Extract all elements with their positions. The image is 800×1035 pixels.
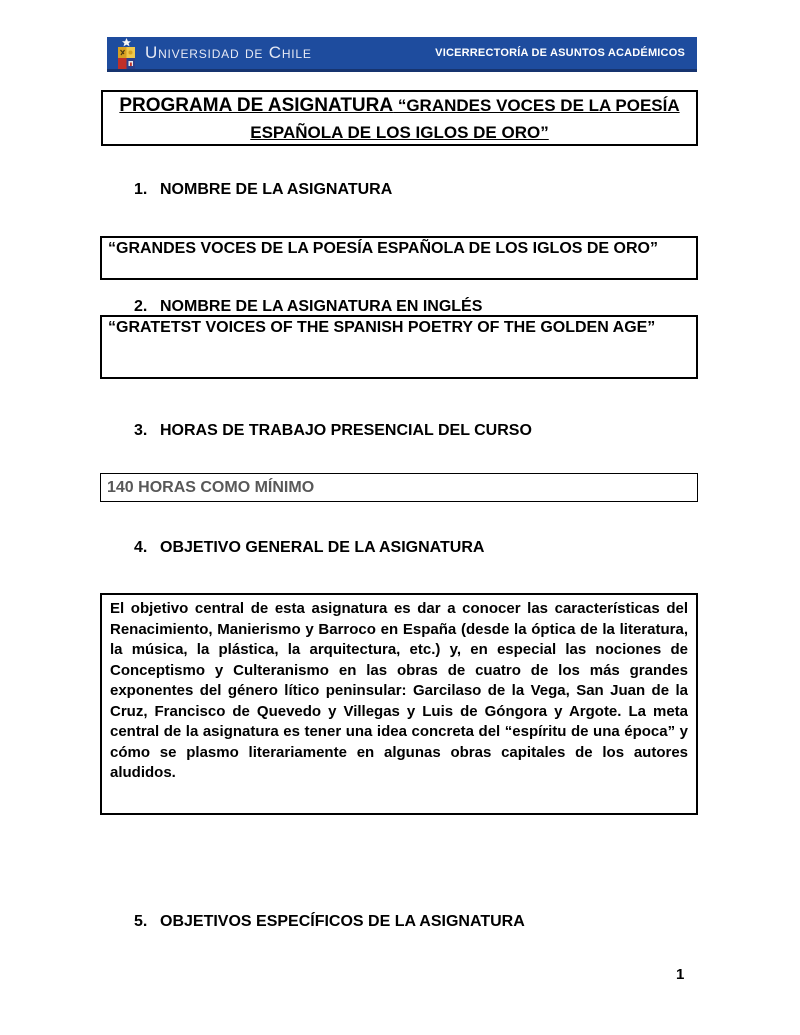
section-4-title: OBJETIVO GENERAL DE LA ASIGNATURA (160, 539, 485, 556)
section-4-heading (134, 539, 484, 557)
section-2-number: 2. (134, 298, 148, 315)
section-4-number: 4. (134, 539, 148, 556)
section-1-title: NOMBRE DE LA ASIGNATURA (160, 181, 393, 198)
document-title-quote-end: ESPAÑOLA DE LOS IGLOS DE ORO” (250, 123, 549, 142)
section-5-title: OBJETIVOS ESPECÍFICOS DE LA ASIGNATURA (160, 913, 525, 930)
section-1-number: 1. (134, 181, 148, 198)
section-5-heading (134, 913, 525, 931)
section-3-title: HORAS DE TRABAJO PRESENCIAL DEL CURSO (160, 422, 532, 439)
section-2-answer-box: “GRATETST VOICES OF THE SPANISH POETRY OF THE GOLDEN AGE” (100, 315, 698, 379)
section-3-number: 3. (134, 422, 148, 439)
section-3-heading (134, 422, 532, 440)
section-1-answer-box: “GRANDES VOCES DE LA POESÍA ESPAÑOLA DE LOS IGLOS DE ORO” (100, 236, 698, 280)
document-title-quote-start: “GRANDES VOCES DE LA POESÍA (393, 96, 680, 115)
document-title-box (101, 90, 698, 146)
section-2-title: NOMBRE DE LA ASIGNATURA EN INGLÉS (160, 298, 483, 315)
section-5-number: 5. (134, 913, 148, 930)
section-3-answer-box: 140 HORAS COMO MÍNIMO (100, 473, 698, 502)
office-title: VICERRECTORÍA DE ASUNTOS ACADÉMICOS (435, 47, 685, 59)
university-wordmark: Universidad de Chile (145, 43, 312, 62)
section-4-answer-box: El objetivo central de esta asignatura es dar a conocer las características del Renacimiento, Manierismo y Barroco en España (desde la óptica de la literatura, la música, la plástica, la arquitectura, etc.) y, en especial las nociones de Conceptismo y Culteranismo en las obras de cuatro de los más grandes exponentes del género lítico peninsular: Garcilaso de la Vega, San Juan de la Cruz, Francisco de Quevedo y Villegas y Luis de Góngora y Argote. La meta central de la asignatura es tener una idea concreta del “espíritu de una época” y cómo se plasmo literariamente en algunas obras capitales de los autores aludidos. (100, 593, 698, 815)
document-title-main: PROGRAMA DE ASIGNATURA (119, 95, 394, 116)
section-2-heading (134, 298, 482, 316)
header-bar (107, 37, 697, 72)
page-number: 1 (676, 966, 685, 983)
section-1-heading (134, 181, 392, 199)
university-crest-icon (116, 38, 137, 69)
